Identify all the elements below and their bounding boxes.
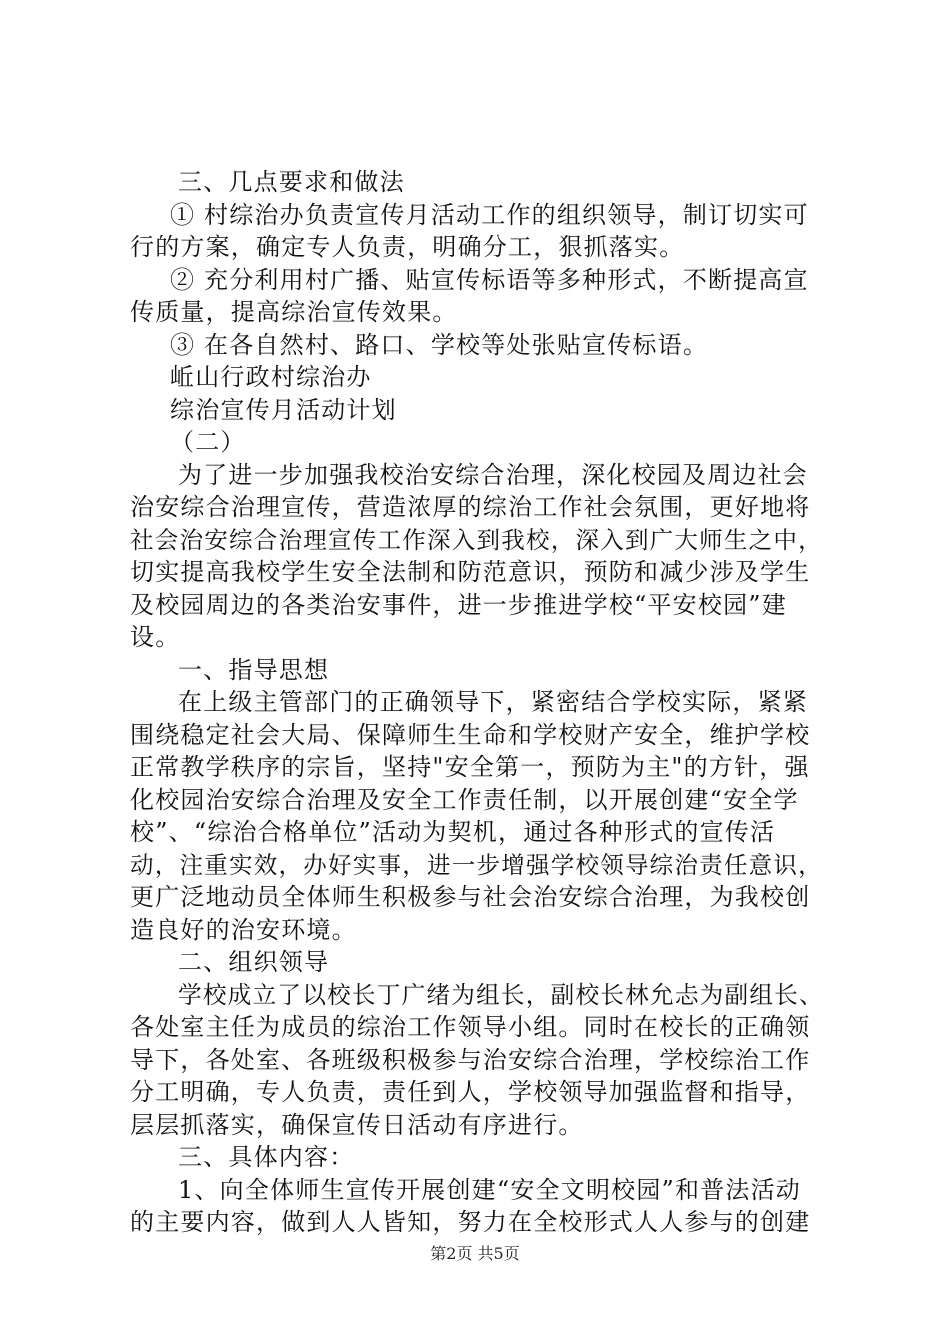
text-line: 学校成立了以校长丁广绪为组长，副校长林允忐为副组长、 [178,980,824,1009]
text-line: 动，注重实效，办好实事，进一步增强学校领导综治责任意识， [130,850,823,879]
text-line: ① 村综治办负责宣传月活动工作的组织领导，制订切实可 [170,200,809,229]
text-line: 一、指导思想 [178,655,330,684]
text-line: 切实提高我校学生安全法制和防范意识，预防和减少涉及学生 [130,558,811,586]
text-line: 综治宣传月活动计划 [170,395,397,424]
text-line: 岴山行政村综治办 [170,363,372,391]
text-line: 设。 [130,623,181,651]
page-footer: 第2页 共5页 [430,1244,520,1263]
text-line: 化校园治安综合治理及安全工作责任制，以开展创建“安全学 [130,785,799,814]
text-line: 造良好的治安环境。 [130,915,357,944]
text-line: 更广泛地动员全体师生积极参与社会治安综合治理，为我校创 [130,883,811,911]
text-line: 三、具体内容： [178,1143,355,1171]
text-line: 二、组织领导 [178,948,330,976]
text-line: 的主要内容，做到人人皆知，努力在全校形式人人参与的创建 [130,1208,811,1236]
text-line: 在上级主管部门的正确领导下，紧密结合学校实际，紧紧 [178,688,808,716]
text-line: 各处室主任为成员的综治工作领导小组。同时在校长的正确领 [130,1013,811,1041]
text-line: 社会治安综合治理宣传工作深入到我校，深入到广大师生之中， [130,525,823,554]
text-line: 及校园周边的各类治安事件，进一步推进学校“平安校园”建 [130,590,787,619]
text-line: 为了进一步加强我校治安综合治理，深化校园及周边社会 [178,460,808,489]
text-line: 导下，各处室、各班级积极参与治安综合治理，学校综治工作 [130,1045,811,1074]
text-line: 1、向全体师生宣传开展创建“安全文明校园”和普法活动 [178,1175,802,1204]
text-line: 正常教学秩序的宗旨，坚持"安全第一，预防为主"的方针，强 [130,753,810,781]
text-line: 层层抓落实，确保宣传日活动有序进行。 [130,1110,584,1139]
document-body [130,166,830,1239]
text-line: 行的方案，确定专人负责，明确分工，狠抓落实。 [130,233,685,261]
text-line: （二） [170,428,246,456]
text-line: 传质量，提高综治宣传效果。 [130,298,458,326]
text-line: 分工明确，专人负责，责任到人，学校领导加强监督和指导， [130,1078,811,1106]
text-line: 校”、“综治合格单位”活动为契机，通过各种形式的宣传活 [130,818,776,846]
text-line: ③ 在各自然村、路口、学校等处张贴宣传标语。 [170,330,709,359]
text-line: ② 充分利用村广播、贴宣传标语等多种形式，不断提高宣 [170,265,809,294]
text-line: 治安综合治理宣传，营造浓厚的综治工作社会氛围，更好地将 [130,493,811,521]
text-line: 三、几点要求和做法 [178,168,405,196]
text-line: 围绕稳定社会大局、保障师生生命和学校财产安全，维护学校 [130,720,811,749]
